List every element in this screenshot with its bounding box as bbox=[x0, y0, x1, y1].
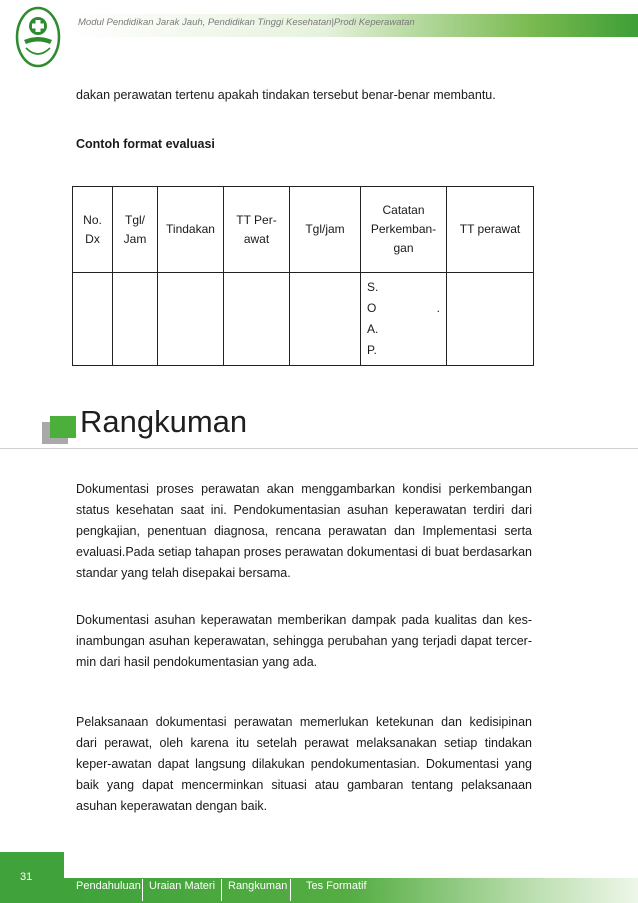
table-cell bbox=[290, 273, 361, 366]
header-tt-perawat: TT Per- awat bbox=[224, 187, 290, 273]
table-cell bbox=[224, 273, 290, 366]
table-row bbox=[73, 273, 534, 366]
running-title: Modul Pendidikan Jarak Jauh, Pendidikan Tinggi Kesehatan|Prodi Keperawatan bbox=[78, 17, 415, 28]
soap-s: S. bbox=[367, 280, 379, 294]
table-header-row bbox=[73, 187, 534, 273]
example-title: Contoh format evaluasi bbox=[76, 137, 215, 151]
nav-separator bbox=[221, 879, 222, 901]
nav-uraian-materi[interactable]: Uraian Materi bbox=[149, 880, 216, 892]
soap-p: P. bbox=[367, 343, 377, 357]
header-catatan-perkembangan: Catatan Perkemban- gan bbox=[361, 187, 447, 273]
bakti-husada-logo bbox=[14, 4, 62, 74]
table-cell bbox=[73, 273, 113, 366]
nav-pendahuluan[interactable]: Pendahuluan bbox=[76, 880, 141, 892]
nav-rangkuman[interactable]: Rangkuman bbox=[228, 880, 288, 892]
summary-paragraph-3: Pelaksanaan dokumentasi perawatan memerlukan ketekunan dan kedisipinan dari perawat, oleh karena itu setelah perawat melaksanakan setiap tindakan keper-awatan dapat langsung dilakukan pendokumentasian. Dokumentasi yang baik yang dapat mencerminkan situasi atau gambaran tentang pelaksanaan asuhan keperawatan dengan baik. bbox=[76, 715, 532, 813]
soap-o: O . bbox=[367, 301, 440, 315]
header-tgl-jam: Tgl/ Jam bbox=[113, 187, 158, 273]
table-cell bbox=[158, 273, 224, 366]
page-number: 31 bbox=[20, 871, 33, 883]
table-cell bbox=[113, 273, 158, 366]
nav-separator bbox=[290, 879, 291, 901]
header-tindakan: Tindakan bbox=[158, 187, 224, 273]
soap-a: A. bbox=[367, 322, 379, 336]
section-title: Rangkuman bbox=[80, 404, 248, 439]
header-no-dx: No. Dx bbox=[73, 187, 113, 273]
evaluation-format-table bbox=[72, 186, 534, 366]
header-tt-perawat-2: TT perawat bbox=[447, 187, 534, 273]
intro-line: dakan perawatan tertenu apakah tindakan tersebut benar-benar membantu. bbox=[76, 88, 496, 102]
section-square-icon bbox=[42, 416, 76, 444]
soap-cell bbox=[361, 273, 447, 366]
nav-tes-formatif[interactable]: Tes Formatif bbox=[306, 880, 367, 892]
summary-paragraph-1: Dokumentasi proses perawatan akan menggambarkan kondisi perkembangan status kesehatan saat ini. Pendokumentasian asuhan keperawatan terdiri dari pengkajian, penentuan diagnosa, rencana perawatan dan Implementasi serta evaluasi.Pada setiap tahapan proses perawatan dokumentasi di buat berdasarkan standar yang telah disepakai bersama. bbox=[76, 482, 532, 580]
header-tgl-jam-2: Tgl/jam bbox=[290, 187, 361, 273]
table-cell bbox=[447, 273, 534, 366]
summary-paragraph-2: Dokumentasi asuhan keperawatan memberikan dampak pada kualitas dan kes-inambungan asuhan keperawatan, sehingga perubahan yang terjadi dapat tercer-min dari hasil pendokumentasian yang ada. bbox=[76, 613, 532, 669]
nav-separator bbox=[142, 879, 143, 901]
section-divider bbox=[0, 448, 638, 449]
